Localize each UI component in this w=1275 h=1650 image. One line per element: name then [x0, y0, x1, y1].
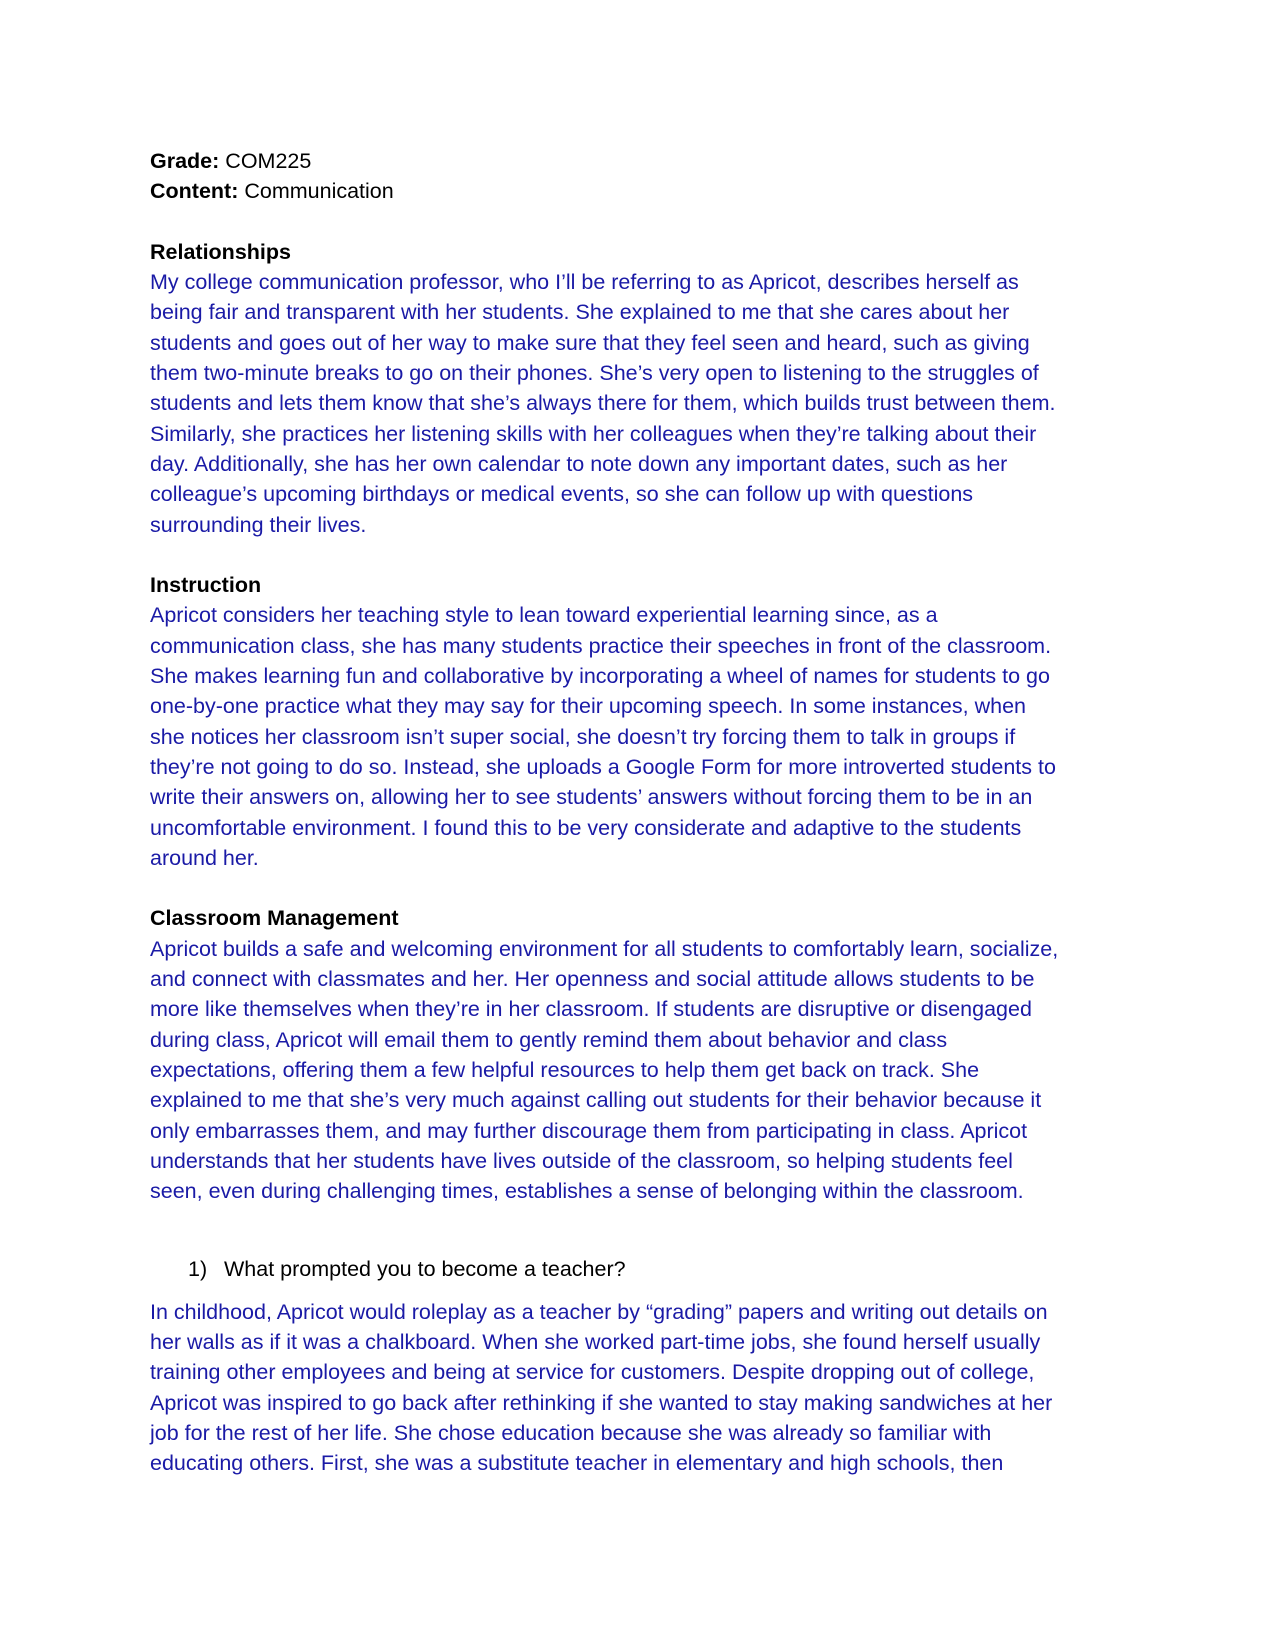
section-body-classroom-management [150, 934, 1130, 1207]
section-heading-instruction: Instruction [150, 573, 262, 598]
text-line: more like themselves when they’re in her classroom. If students are disruptive or disengaged [150, 997, 1032, 1022]
text-line: uncomfortable environment. I found this to be very considerate and adaptive to the students [150, 815, 1022, 840]
text-line: She makes learning fun and collaborative by incorporating a wheel of names for students to go [150, 664, 1050, 689]
text-line: Apricot builds a safe and welcoming environment for all students to comfortably learn, socialize, [150, 936, 1059, 961]
text-line: seen, even during challenging times, establishes a sense of belonging within the classroom. [150, 1179, 1024, 1204]
spacer [150, 1206, 1130, 1242]
question-item [150, 1254, 1130, 1284]
question-text: What prompted you to become a teacher? [224, 1257, 626, 1282]
section-body-instruction [150, 600, 1130, 873]
text-line: she notices her classroom isn’t super social, she doesn’t try forcing them to talk in groups if [150, 724, 1016, 749]
section-body-relationships [150, 267, 1130, 540]
text-line: job for the rest of her life. She chose education because she was already so familiar with [150, 1420, 992, 1445]
document-page [150, 146, 1130, 1478]
content-label: Content: [150, 179, 239, 204]
text-line: and connect with classmates and her. Her openness and social attitude allows students to be [150, 967, 1035, 992]
text-line: surrounding their lives. [150, 512, 367, 537]
spacer [150, 1285, 1130, 1297]
spacer [150, 207, 1130, 237]
text-line: students and goes out of her way to make sure that they feel seen and heard, such as giving [150, 330, 1030, 355]
grade-line [150, 146, 1130, 176]
content-line [150, 176, 1130, 206]
text-line: communication class, she has many students practice their speeches in front of the classroom. [150, 633, 1052, 658]
text-line: colleague’s upcoming birthdays or medical events, so she can follow up with questions [150, 482, 974, 507]
text-line: explained to me that she’s very much against calling out students for their behavior because it [150, 1088, 1042, 1113]
text-line: training other employees and being at service for customers. Despite dropping out of college, [150, 1360, 1035, 1385]
text-line: In childhood, Apricot would roleplay as a teacher by “grading” papers and writing out details on [150, 1299, 1048, 1324]
text-line: only embarrasses them, and may further discourage them from participating in class. Apricot [150, 1118, 1028, 1143]
text-line: students and lets them know that she’s always there for them, which builds trust between them. [150, 391, 1056, 416]
content-value: Communication [244, 179, 394, 204]
text-line: being fair and transparent with her students. She explained to me that she cares about her [150, 300, 1010, 325]
text-line: understands that her students have lives outside of the classroom, so helping students feel [150, 1148, 1013, 1173]
grade-label: Grade: [150, 149, 220, 173]
text-line: Apricot was inspired to go back after rethinking if she wanted to stay making sandwiches at her [150, 1390, 1053, 1415]
spacer [150, 873, 1130, 903]
text-line: Similarly, she practices her listening skills with her colleagues when they’re talking about their [150, 421, 1037, 446]
spacer [150, 540, 1130, 570]
text-line: around her. [150, 845, 259, 870]
question-answer [150, 1297, 1130, 1479]
text-line: educating others. First, she was a substitute teacher in elementary and high schools, then [150, 1451, 1004, 1476]
text-line: My college communication professor, who I’ll be referring to as Apricot, describes herself as [150, 270, 1019, 295]
text-line: them two-minute breaks to go on their phones. She’s very open to listening to the struggles of [150, 361, 1039, 386]
text-line: Apricot considers her teaching style to lean toward experiential learning since, as a [150, 603, 938, 628]
text-line: day. Additionally, she has her own calendar to note down any important dates, such as her [150, 451, 1008, 476]
text-line: they’re not going to do so. Instead, she uploads a Google Form for more introverted students to [150, 754, 1056, 779]
section-heading-classroom-management: Classroom Management [150, 906, 399, 931]
spacer [150, 1242, 1130, 1254]
question-number: 1) [188, 1257, 208, 1282]
text-line: during class, Apricot will email them to gently remind them about behavior and class [150, 1027, 948, 1052]
grade-value: COM225 [225, 149, 312, 173]
text-line: one-by-one practice what they may say for their upcoming speech. In some instances, when [150, 694, 1026, 719]
text-line: expectations, offering them a few helpful resources to help them get back on track. She [150, 1057, 980, 1082]
text-line: write their answers on, allowing her to see students’ answers without forcing them to be in an [150, 785, 1033, 810]
section-heading-relationships: Relationships [150, 239, 291, 264]
text-line: her walls as if it was a chalkboard. When she worked part-time jobs, she found herself usually [150, 1329, 1041, 1354]
